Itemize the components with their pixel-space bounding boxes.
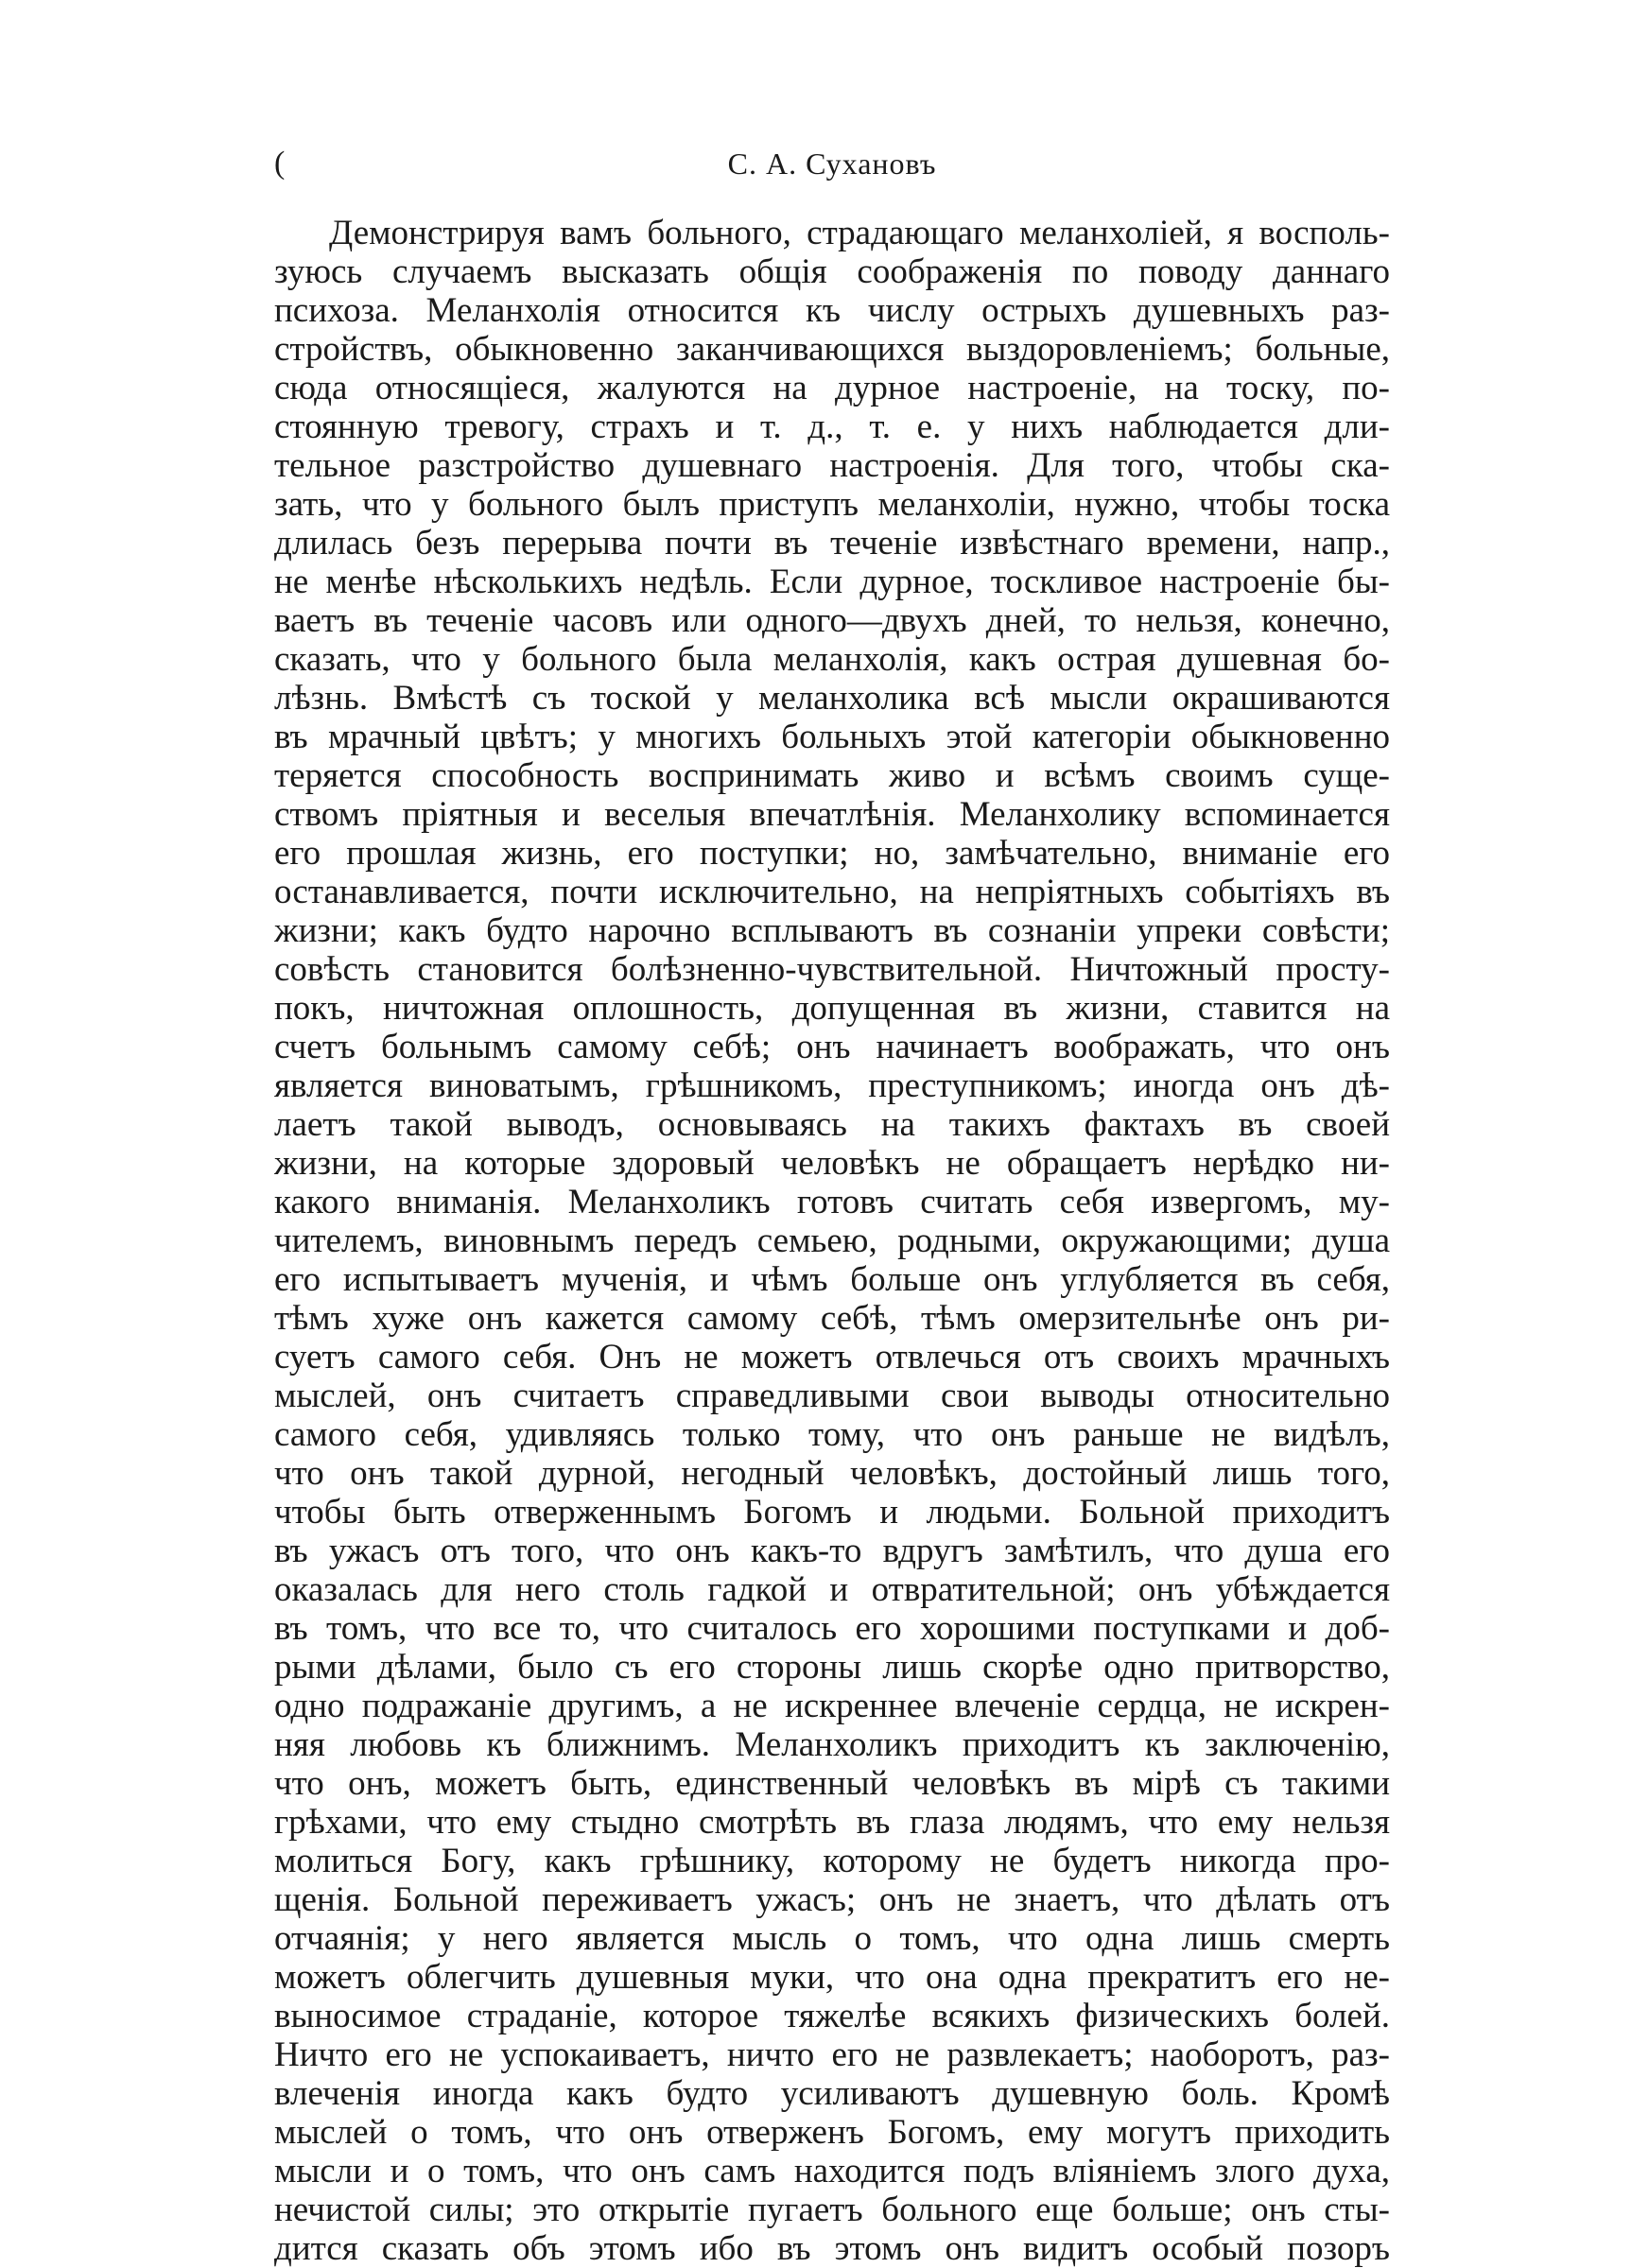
text-line: можетъ облегчить душевныя муки, что она одна прекратитъ его не-: [274, 1958, 1390, 1997]
text-line: ваетъ въ теченіе часовъ или одного—двухъ дней, то нельзя, конечно,: [274, 601, 1390, 640]
running-title: С. А. Сухановъ: [727, 147, 937, 181]
text-line: сказать, что у больного была меланхолія, какъ острая душевная бо-: [274, 640, 1390, 679]
text-line: длилась безъ перерыва почти въ теченіе извѣстнаго времени, напр.,: [274, 524, 1390, 563]
text-line: мысли и о томъ, что онъ самъ находится подъ вліяніемъ злого духа,: [274, 2152, 1390, 2190]
text-line: оказалась для него столь гадкой и отвратительной; онъ убѣждается: [274, 1570, 1390, 1609]
text-line: счетъ больнымъ самому себѣ; онъ начинаетъ воображать, что онъ: [274, 1028, 1390, 1066]
text-line: въ ужасъ отъ того, что онъ какъ-то вдругъ замѣтилъ, что душа его: [274, 1532, 1390, 1570]
text-line: грѣхами, что ему стыдно смотрѣть въ глаза людямъ, что ему нельзя: [274, 1803, 1390, 1842]
text-line: тѣмъ хуже онъ кажется самому себѣ, тѣмъ омерзительнѣе онъ ри-: [274, 1299, 1390, 1338]
text-line: останавливается, почти исключительно, на непріятныхъ событіяхъ въ: [274, 873, 1390, 911]
text-line: что онъ такой дурной, негодный человѣкъ, достойный лишь того,: [274, 1454, 1390, 1493]
text-line: Демонстрируя вамъ больного, страдающаго меланхоліей, я восполь-: [329, 214, 1390, 252]
text-line: няя любовь къ ближнимъ. Меланхоликъ приходитъ къ заключенію,: [274, 1725, 1390, 1764]
text-line: стоянную тревогу, страхъ и т. д., т. е. у нихъ наблюдается дли-: [274, 407, 1390, 446]
text-line: что онъ, можетъ быть, единственный человѣкъ въ мірѣ съ такими: [274, 1764, 1390, 1803]
text-line: молиться Богу, какъ грѣшнику, которому не будетъ никогда про-: [274, 1842, 1390, 1880]
text-line: жизни; какъ будто нарочно всплываютъ въ сознаніи упреки совѣсти;: [274, 911, 1390, 950]
text-line: выносимое страданіе, которое тяжелѣе всякихъ физическихъ болей.: [274, 1997, 1390, 2035]
text-line: покъ, ничтожная оплошность, допущенная въ жизни, ставится на: [274, 989, 1390, 1028]
page-header: [274, 140, 1390, 187]
text-line: стройствъ, обыкновенно заканчивающихся выздоровленіемъ; больные,: [274, 330, 1390, 369]
text-line: совѣсть становится болѣзненно-чувствительной. Ничтожный просту-: [274, 950, 1390, 989]
text-line: лаетъ такой выводъ, основываясь на такихъ фактахъ въ своей: [274, 1105, 1390, 1144]
text-line: не менѣе нѣсколькихъ недѣль. Если дурное, тоскливое настроеніе бы-: [274, 563, 1390, 601]
text-line: мыслей о томъ, что онъ отверженъ Богомъ, ему могутъ приходить: [274, 2113, 1390, 2152]
text-line: чителемъ, виновнымъ передъ семьею, родными, окружающими; душа: [274, 1221, 1390, 1260]
text-line: самого себя, удивляясь только тому, что онъ раньше не видѣлъ,: [274, 1415, 1390, 1454]
text-line: нечистой силы; это открытіе пугаетъ больного еще больше; онъ сты-: [274, 2190, 1390, 2229]
text-line: психоза. Меланхолія относится къ числу острыхъ душевныхъ раз-: [274, 291, 1390, 330]
text-line: мыслей, онъ считаетъ справедливыми свои выводы относительно: [274, 1376, 1390, 1415]
text-line: Ничто его не успокаиваетъ, ничто его не развлекаетъ; наоборотъ, раз-: [274, 2035, 1390, 2074]
text-line: теряется способность воспринимать живо и всѣмъ своимъ суще-: [274, 756, 1390, 795]
body-text: [274, 214, 1390, 2268]
text-line: рыми дѣлами, было съ его стороны лишь скорѣе одно притворство,: [274, 1648, 1390, 1687]
text-line: дится сказать объ этомъ ибо въ этомъ онъ видитъ особый позоръ: [274, 2229, 1390, 2268]
text-line: является виноватымъ, грѣшникомъ, преступникомъ; иногда онъ дѣ-: [274, 1066, 1390, 1105]
text-line: одно подражаніе другимъ, а не искреннее влеченіе сердца, не искрен-: [274, 1687, 1390, 1725]
text-line: его испытываетъ мученія, и чѣмъ больше онъ углубляется въ себя,: [274, 1260, 1390, 1299]
text-line: чтобы быть отверженнымъ Богомъ и людьми. Больной приходитъ: [274, 1493, 1390, 1532]
text-line: отчаянія; у него является мысль о томъ, что одна лишь смерть: [274, 1919, 1390, 1958]
text-line: какого вниманія. Меланхоликъ готовъ считать себя извергомъ, му-: [274, 1183, 1390, 1221]
text-line: влеченія иногда какъ будто усиливаютъ душевную боль. Кромѣ: [274, 2074, 1390, 2113]
text-line: лѣзнь. Вмѣстѣ съ тоской у меланхолика всѣ мысли окрашиваются: [274, 679, 1390, 718]
text-line: зать, что у больного былъ приступъ меланхоліи, нужно, чтобы тоска: [274, 485, 1390, 524]
text-line: жизни, на которые здоровый человѣкъ не обращаетъ нерѣдко ни-: [274, 1144, 1390, 1183]
text-line: тельное разстройство душевнаго настроенія. Для того, чтобы ска-: [274, 446, 1390, 485]
text-line: щенія. Больной переживаетъ ужасъ; онъ не знаетъ, что дѣлать отъ: [274, 1880, 1390, 1919]
text-line: въ томъ, что все то, что считалось его хорошими поступками и доб-: [274, 1609, 1390, 1648]
text-line: его прошлая жизнь, его поступки; но, замѣчательно, вниманіе его: [274, 834, 1390, 873]
text-line: зуюсь случаемъ высказать общія соображенія по поводу даннаго: [274, 252, 1390, 291]
text-line: суетъ самого себя. Онъ не можетъ отвлечься отъ своихъ мрачныхъ: [274, 1338, 1390, 1376]
page-number: (: [274, 146, 286, 181]
text-line: сюда относящіеся, жалуются на дурное настроеніе, на тоску, по-: [274, 369, 1390, 407]
text-line: въ мрачный цвѣтъ; у многихъ больныхъ этой категоріи обыкновенно: [274, 718, 1390, 756]
text-line: ствомъ пріятныя и веселыя впечатлѣнія. Меланхолику вспоминается: [274, 795, 1390, 834]
